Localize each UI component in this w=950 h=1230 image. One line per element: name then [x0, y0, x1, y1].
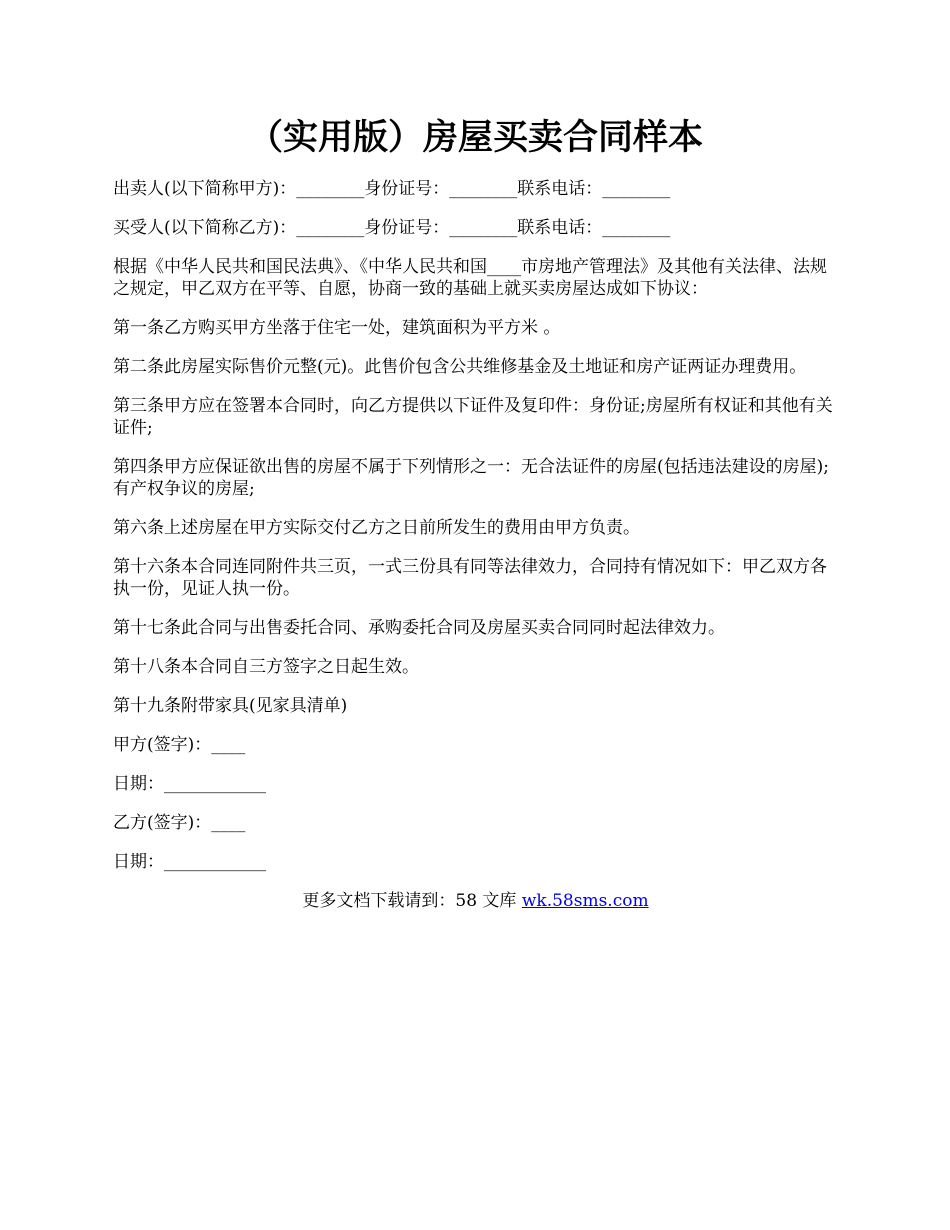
party-a-date: 日期：____________ [113, 774, 266, 794]
document-body [113, 178, 838, 873]
preamble-paragraph: 根据《中华人民共和国民法典》、《中华人民共和国____市房地产管理法》及其他有关法律、法规之规定，甲乙双方在平等、自愿，协商一致的基础上就买卖房屋达成如下协议： [113, 257, 827, 299]
footer-text: 更多文档下载请到：58 文库 [302, 891, 522, 911]
document-title: （实用版）房屋买卖合同样本 [247, 117, 703, 158]
party-b-signature: 乙方(签字)：____ [113, 813, 246, 833]
buyer-line: 买受人(以下简称乙方)：________身份证号：________联系电话：________ [113, 218, 671, 238]
clause-18: 第十八条本合同自三方签字之日起生效。 [113, 657, 419, 677]
party-a-signature: 甲方(签字)：____ [113, 735, 246, 755]
download-footer [113, 890, 838, 912]
clause-2: 第二条此房屋实际售价元整(元)。此售价包含公共维修基金及土地证和房产证两证办理费用。 [113, 357, 807, 377]
footer-link[interactable]: wk.58sms.com [521, 891, 649, 911]
clause-1: 第一条乙方购买甲方坐落于住宅一处，建筑面积为平方米 。 [113, 318, 561, 338]
clause-6: 第六条上述房屋在甲方实际交付乙方之日前所发生的费用由甲方负责。 [113, 518, 640, 538]
clause-17: 第十七条此合同与出售委托合同、承购委托合同及房屋买卖合同同时起法律效力。 [113, 618, 725, 638]
clause-16: 第十六条本合同连同附件共三页，一式三份具有同等法律效力，合同持有情况如下：甲乙双方各执一份，见证人执一份。 [113, 557, 827, 599]
clause-19: 第十九条附带家具(见家具清单) [113, 696, 348, 716]
clause-4: 第四条甲方应保证欲出售的房屋不属于下列情形之一：无合法证件的房屋(包括违法建设的房屋);有产权争议的房屋; [113, 457, 829, 499]
clause-3: 第三条甲方应在签署本合同时，向乙方提供以下证件及复印件：身份证;房屋所有权证和其他有关证件; [113, 396, 833, 438]
party-b-date: 日期：____________ [113, 852, 266, 872]
seller-line: 出卖人(以下简称甲方)：________身份证号：________联系电话：________ [113, 179, 671, 199]
